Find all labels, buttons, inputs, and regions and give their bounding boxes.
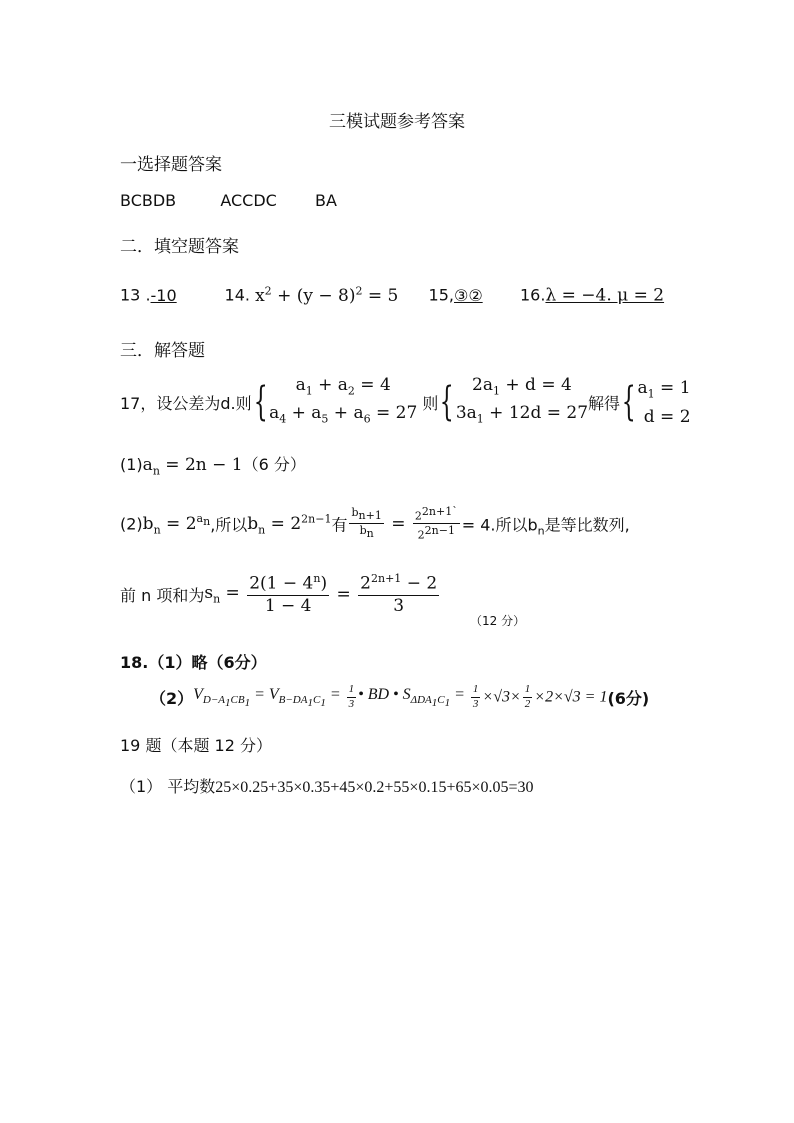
q17-part2-label: (2) — [120, 514, 143, 534]
q17-part2-bn: $b_n = 2^{a_n}$ — [142, 511, 211, 536]
q17-part2-you: 有 — [331, 515, 348, 535]
q17-part1 — [120, 452, 306, 477]
page-title: 三模试题参考答案 — [329, 112, 465, 132]
q17-part1-score: （6 分） — [242, 455, 306, 474]
q17-system-3: { $a_1 = 1$ d = 2 — [621, 378, 691, 427]
q18-part2-score: (6分) — [607, 688, 650, 708]
q17-part2: $(2)b_n = 2^{a_n}$,所以$b_n = 2^{2n-1}$有 $\frac{b_{n+1}}{b_n}$ = $\frac{2^{2n+1`}}{2^{2n-1}}$ = 4.所以$b_n$是等比数列, — [120, 505, 630, 543]
q14-label: 14. — [224, 285, 250, 305]
q17-intro: 17，设公差为d.则 — [120, 393, 252, 413]
choice-answers-group-2: ACCDC — [220, 191, 277, 210]
section-heading-solve: 三．解答题 — [120, 341, 205, 361]
q18-part2-formula: $V_{D-A_1CB_1} = V_{B-DA_1C_1}$ = — [193, 685, 345, 709]
q18-part1: 18.（1）略（6分） — [120, 653, 267, 672]
choice-answers-row — [120, 191, 337, 210]
q13-answer: -10 — [150, 285, 177, 305]
q17-sum-frac-1: $\frac{2(1 - 4^n)}{1 - 4}$ — [249, 572, 328, 616]
q14-answer: $x^2 + (y - 8)^2 = 5$ — [255, 284, 399, 306]
section-heading-fill: 二．填空题答案 — [120, 237, 239, 257]
q17-solve: 解得 — [588, 393, 621, 413]
q17-then: 则 — [422, 393, 439, 413]
q18-part2: $(2)V_{D-A_1CB_1} = V_{B-DA_1C_1}$ = $\frac{1}{3}$ • BD • $S_{\Delta DA_1C_1}$ = $\frac{1}{3}$ ×√3× $\frac{1}{2}$ ×2×√3 = 1(6分) — [150, 683, 650, 710]
q19-part1-expr: 25×0.25+35×0.35+45×0.2+55×0.15+65×0.05=30 — [215, 779, 534, 796]
q17-part1-label: (1) — [120, 455, 143, 474]
q17-system-2: { $2a_1 + d = 4$ $3a_1 + 12d = 27$ — [440, 375, 589, 426]
q17-part2-end: = 4.所以b — [461, 515, 538, 535]
q19-heading: 19 题（本题 12 分） — [120, 736, 272, 755]
q17-sum-frac-2: $\frac{2^{2n+1} - 2}{3}$ — [360, 572, 438, 616]
q15-answer: ③② — [453, 285, 483, 305]
q17-system-row — [120, 374, 691, 431]
q19-part1 — [120, 774, 534, 797]
q17-sum-intro: 前 n 项和为 — [120, 586, 205, 606]
section-heading-choice: 一选择题答案 — [120, 155, 222, 175]
q17-sum-score: （12 分） — [470, 614, 526, 628]
choice-answers-group-1: BCBDB — [120, 191, 177, 210]
q16-answer: λ = −4. μ = 2 — [545, 285, 665, 306]
q17-part2-mid: ,所以 — [210, 515, 248, 535]
q17-sum: 前 n 项和为$s_n$ = $\frac{2(1 - 4^n)}{1 - 4}$ = $\frac{2^{2n+1} - 2}{3}$ — [120, 572, 438, 616]
q17-part2-bn2: $b_n = 2^{2n-1}$ — [247, 511, 332, 536]
q19-part1-label: （1） 平均数 — [120, 777, 216, 796]
q18-part2-label: （2） — [150, 688, 194, 708]
q16-label: 16. — [519, 285, 546, 305]
choice-answers-group-3: BA — [315, 191, 337, 210]
q17-part2-tail: 是等比数列, — [544, 515, 630, 535]
q17-part2-ratio: $\frac{b_{n+1}}{b_n}$ — [351, 506, 382, 541]
q15-label: 15, — [428, 285, 454, 305]
q17-system-1: { $a_1 + a_2 = 4$ $a_4 + a_5 + a_6 = 27$ — [253, 375, 418, 426]
q17-part2-ratio-power: $\frac{2^{2n+1`}}{2^{2n-1}}$ — [414, 505, 458, 543]
q13-label: 13 . — [120, 285, 151, 305]
fill-answers-row — [120, 284, 664, 306]
q17-part1-formula: $a_n = 2n - 1$ — [142, 455, 243, 478]
